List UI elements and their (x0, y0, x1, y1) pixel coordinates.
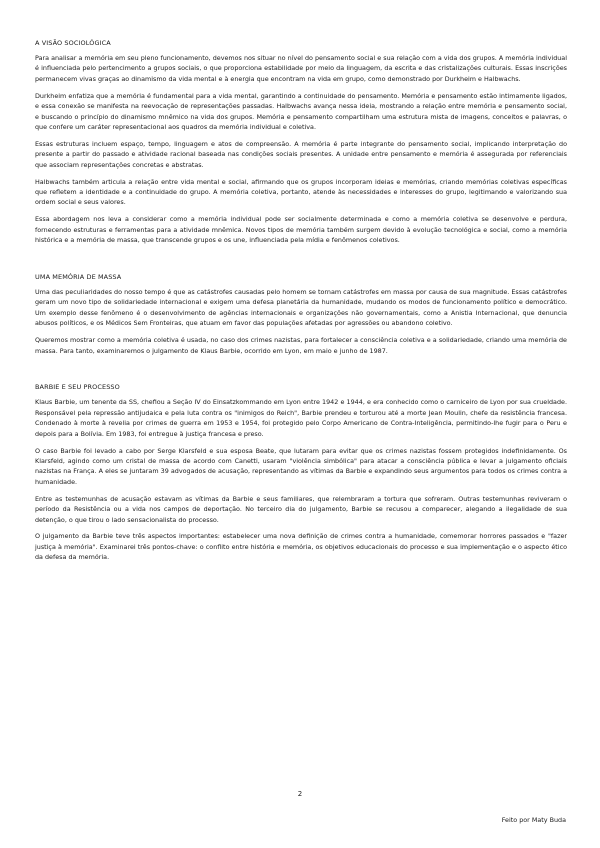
paragraph: Essas estruturas incluem espaço, tempo, linguagem e atos de compreensão. A memória é parte integrante do pensamento social, implicando interpretação do presente a partir do passado e atividade racional baseada nas condições sociais presentes. A unidade entre pensamento e memória é assegurada por referenciais que associam representações concretas e abstratas. (35, 139, 567, 169)
document-page (35, 38, 567, 569)
paragraph: Essa abordagem nos leva a considerar como a memória individual pode ser socialmente determinada e como a memória coletiva se desenvolve e perdura, fornecendo estruturas e ferramentas para a atividade mnêmica. Novos tipos de memória também surgem devido à evolução tecnológica e social, como a memória histórica e a memória de massa, que transcende grupos e os une, influenciada pela mídia e fenômenos coletivos. (35, 215, 567, 245)
paragraph: O julgamento da Barbie teve três aspectos importantes: estabelecer uma nova definição de crimes contra a humanidade, comemorar horrores passados e "fazer justiça à memória". Examinarei três pontos-chave: o conflito entre história e memória, os objetivos educacionais do processo e sua implementação e o aspecto ético da defesa da memória. (35, 532, 567, 562)
paragraph: Uma das peculiaridades do nosso tempo é que as catástrofes causadas pelo homem se tornam catástrofes em massa por causa de sua magnitude. Essas catástrofes geram um novo tipo de solidariedade internacional e exigem uma defesa planetária da humanidade, mudando os modos de funcionamento político e democrático. Um exemplo desse fenômeno é o desenvolvimento de agências internacionais e organizações não governamentais, como a Anistia Internacional, que denuncia abusos políticos, e os Médicos Sem Fronteiras, que atuam em favor das populações afetadas por agressões ou abandono coletivo. (35, 288, 567, 328)
section-title: BARBIE E SEU PROCESSO (35, 383, 120, 392)
section-barbie-processo (35, 382, 567, 562)
paragraph: Queremos mostrar como a memória coletiva é usada, no caso dos crimes nazistas, para fortalecer a consciência coletiva e a solidariedade, criando uma memória de massa. Para tanto, examinaremos o julgamento de Klaus Barbie, ocorrido em Lyon, em maio e junho de 1987. (35, 336, 567, 355)
section-memoria-de-massa (35, 272, 567, 356)
section-spacer (35, 362, 567, 382)
paragraph: Entre as testemunhas de acusação estavam as vítimas da Barbie e seus familiares, que relembraram a tortura que sofreram. Outras testemunhas reviveram o período da Resistência ou a vida nos campos de deportação. No terceiro dia do julgamento, Barbie se recusou a comparecer, alegando a ilegalidade de sua detenção, o que tirou o lado sensacionalista do processo. (35, 494, 567, 524)
section-visao-sociologica (35, 38, 567, 246)
paragraph: Klaus Barbie, um tenente da SS, chefiou a Seção IV do Einsatzkommando em Lyon entre 1942 e 1944, e era conhecido como o carniceiro de Lyon por sua crueldade. Responsável pela repressão antijudaica e pela luta contra os "inimigos do Reich", Barbie prendeu e torturou até a morte Jean Moulin, chefe da resistência francesa. Condenado à morte à revelia por crimes de guerra em 1953 e 1954, foi protegido pelo Corpo Americano de Contra-Inteligência, permitindo-lhe fugir para o Peru e depois para a Bolívia. Em 1983, foi entregue à justiça francesa e preso. (35, 398, 567, 438)
section-title: A VISÃO SOCIOLÓGICA (35, 39, 111, 47)
paragraph: Halbwachs também articula a relação entre vida mental e social, afirmando que os grupos incorporam ideias e memórias, criando memórias coletivas específicas que refletem a identidade e a continuidade do grupo. A memória coletiva, portanto, atende às necessidades e interesses do grupo, legitimando e valorizando sua ordem social e seus valores. (35, 177, 567, 207)
section-title: UMA MEMÓRIA DE MASSA (35, 273, 122, 281)
paragraph: Durkheim enfatiza que a memória é fundamental para a vida mental, garantindo a continuidade do pensamento. Memória e pensamento estão intimamente ligados, e essa conexão se manifesta na reevocação de representações passadas. Halbwachs avança nessa ideia, mostrando a relação entre memória e pensamento social, e buscando o princípio do dinamismo mnêmico na vida dos grupos. Memória e pensamento compartilham uma estrutura mista de imagens, conceitos e palavras, o que confere um caráter representacional aos quadros da memória individual e coletiva. (35, 91, 567, 131)
paragraph: Para analisar a memória em seu pleno funcionamento, devemos nos situar no nível do pensamento social e sua relação com a vida dos grupos. A memória individual é influenciada pelo pertencimento a grupos sociais, o que proporciona estabilidade por meio da linguagem, da escrita e das cristalizações culturais. Essas inscrições permanecem vivas graças ao dinamismo da vida mental e à energia que encontram na vida em grupo, como demonstrado por Durkheim e Halbwachs. (35, 54, 567, 83)
paragraph: O caso Barbie foi levado a cabo por Serge Klarsfeld e sua esposa Beate, que lutaram para evitar que os crimes nazistas fossem protegidos indefinidamente. Os Klarsfeld, agindo como um cristal de massa de acordo com Canetti, usaram "violência simbólica" para atacar a consciência pública e levar a julgamento oficiais nazistas na França. A eles se juntaram 39 advogados de acusação, representando as vítimas da Barbie e expandindo seus argumentos para todos os crimes contra a humanidade. (35, 446, 567, 486)
section-spacer (35, 252, 567, 272)
footer-credit: Feito por Maty Buda (501, 816, 566, 824)
page-number: 2 (297, 790, 303, 798)
